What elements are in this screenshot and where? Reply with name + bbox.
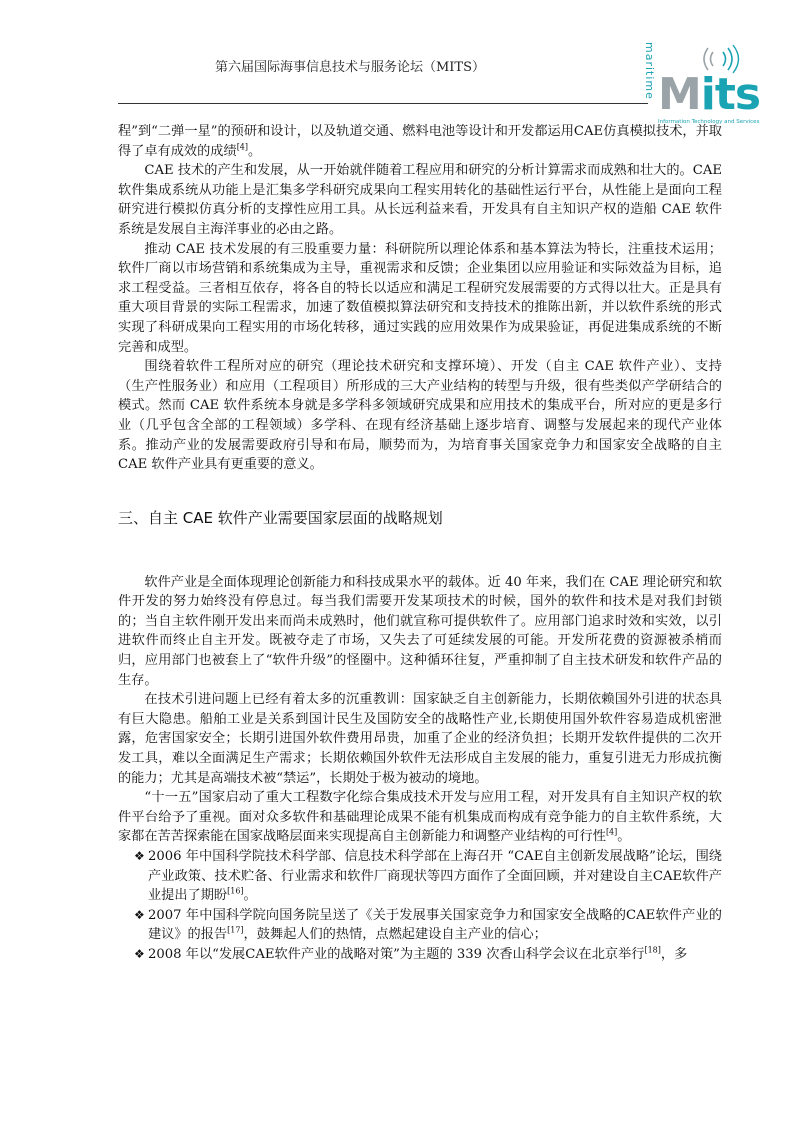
section-heading: 三、自主 CAE 软件产业需要国家层面的战略规划 — [118, 508, 443, 527]
logo-wordmark: Mits — [658, 69, 761, 120]
logo-subtitle: Information Technology and Services — [658, 119, 760, 125]
paragraph-7: “十一五”国家启动了重大工程数字化综合集成技术开发与应用工程，对开发具有自主知识产权的软件平台给予了重视。面对众多软件和基础理论成果不能有机集成而构成有竞争能力的自主软件系统，大家都在苦苦探索能在国家战略层面来实现提高自主创新能力和调整产业结构的可行性[4]。 — [118, 790, 722, 845]
header-title: 第六届国际海事信息技术与服务论坛（MITS） — [214, 60, 486, 75]
citation: [17] — [227, 925, 244, 935]
citation: [18] — [644, 945, 661, 955]
mits-logo — [642, 42, 772, 125]
list-item: ❖ 2007 年中国科学院向国务院呈送了《关于发展事关国家竞争力和国家安全战略的CAE软件产业的建议》的报告[17]，鼓舞起人们的热情，点燃起建设自主产业的信心； — [134, 907, 722, 943]
paragraph-2: CAE 技术的产生和发展，从一开始就伴随着工程应用和研究的分析计算需求而成熟和壮大的。CAE 软件集成系统从功能上是汇集多学科研究成果向工程实用转化的基础性运行平台，从性能上是面向工程研究进行模拟仿真分析的支撑性应用工具。从长远利益来看，开发具有自主知识产权的造船 CAE 软件系统是发展自主海洋事业的必由之路。 — [118, 163, 722, 237]
list-item: ❖ 2008 年以“发展CAE软件产业的战略对策”为主题的 339 次香山科学会议在北京举行[18]，多 — [118, 945, 722, 965]
header-rule — [118, 103, 648, 104]
bullet-list — [118, 847, 722, 965]
paragraph-4: 围绕着软件工程所对应的研究（理论技术研究和支撑环境）、开发（自主 CAE 软件产业）、支持（生产性服务业）和应用（工程项目）所形成的三大产业结构的转型与升级，很有些类似产学研结合的模式。然而 CAE 软件系统本身就是多学科多领域研究成果和应用技术的集成平台，所对应的更是多行业（几乎包含全部的工程领域）多学科、在现有经济基础上逐步培育、调整与发展起来的现代产业体系。推动产业的发展需要政府引导和布局，顺势而为，为培育事关国家竞争力和国家安全战略的自主 CAE 软件产业具有更重要的意义。 — [118, 359, 722, 473]
paragraph-6: 在技术引进问题上已经有着太多的沉重教训：国家缺乏自主创新能力，长期依赖国外引进的状态具有巨大隐患。船舶工业是关系到国计民生及国防安全的战略性产业,长期使用国外软件容易造成机密泄露，危害国家安全；长期引进国外软件费用昂贵，加重了企业的经济负担；长期开发软件提供的二次开发工具，难以全面满足生产需求；长期依赖国外软件无法形成自主发展的能力，重复引进无力形成抗衡的能力；尤其是高端技术被“禁运”，长期处于极为被动的境地。 — [118, 692, 722, 786]
diamond-bullet-icon: ❖ — [134, 946, 145, 961]
paragraph-5: 软件产业是全面体现理论创新能力和科技成果水平的载体。近 40 年来，我们在 CAE 理论研究和软件开发的努力始终没有停息过。每当我们需要开发某项技术的时候，国外的软件和技术是对我们封锁的；当自主软件刚开发出来而尚未成熟时，他们就宣称可提供软件了。应用部门追求时效和实效，以引进软件而终止自主开发。既被夺走了市场，又失去了可延续发展的可能。开发所花费的资源被杀梢而归，应用部门也被套上了“软件升级”的怪圈中。这种循环往复，严重抑制了自主技术研发和软件产品的生存。 — [118, 574, 722, 688]
diamond-bullet-icon: ❖ — [134, 907, 145, 922]
logo-vertical-text: maritime — [643, 42, 656, 100]
citation: [4] — [605, 828, 618, 838]
list-item: ❖ 2006 年中国科学院技术科学部、信息技术科学部在上海召开 “CAE自主创新发展战略”论坛，围绕产业政策、技术贮备、行业需求和软件厂商现状等四方面作了全面回顾，并对建设自主CAE软件产业提出了期盼[16]。 — [134, 849, 722, 904]
paragraph-1: 程”到“二弹一星”的预研和设计，以及轨道交通、燃料电池等设计和开发都运用CAE仿真模拟技术，并取得了卓有成效的成绩[4]。 — [118, 124, 722, 159]
citation: [16] — [227, 886, 244, 896]
diamond-bullet-icon: ❖ — [134, 849, 145, 863]
citation: [4] — [236, 142, 249, 152]
page-content — [118, 122, 722, 965]
paragraph-3: 推动 CAE 技术发展的有三股重要力量：科研院所以理论体系和基本算法为特长，注重技术运用；软件厂商以市场营销和系统集成为主导，重视需求和反馈；企业集团以应用验证和实际效益为目标，追求工程受益。三者相互依存，将各自的特长以适应和满足工程研究发展需要的方式得以壮大。正是具有重大项目背景的实际工程需求，加速了数值模拟算法研究和支持技术的推陈出新，并以软件系统的形式实现了科研成果向工程实用的市场化转移，通过实践的应用效果作为成果验证，再促进集成系统的不断完善和成型。 — [118, 241, 722, 355]
